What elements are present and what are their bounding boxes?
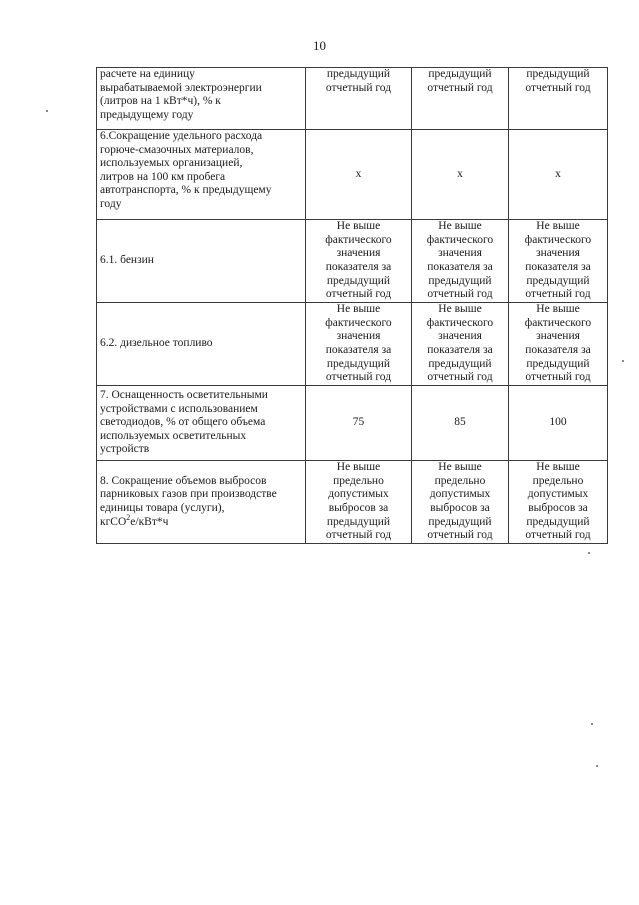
indicator-cell: расчете на единицу вырабатываемой электроэнергии (литров на 1 кВт*ч), % к предыдущему году xyxy=(97,68,306,130)
table-row xyxy=(97,386,608,461)
value-cell: х xyxy=(509,130,608,220)
table-row xyxy=(97,220,608,303)
indicator-cell: 6.Сокращение удельного расхода горюче-смазочных материалов, используемых организацией, литров на 100 км пробега автотранспорта, % к предыдущему году xyxy=(97,130,306,220)
scan-speck xyxy=(46,110,48,112)
value-cell: Не выше предельно допустимых выбросов за предыдущий отчетный год xyxy=(306,461,412,544)
value-cell: Не выше фактического значения показателя за предыдущий отчетный год xyxy=(509,220,608,303)
table-row xyxy=(97,130,608,220)
value-cell: Не выше предельно допустимых выбросов за предыдущий отчетный год xyxy=(509,461,608,544)
value-cell: х xyxy=(306,130,412,220)
value-cell: Не выше фактического значения показателя за предыдущий отчетный год xyxy=(412,303,509,386)
indicator-cell: 6.2. дизельное топливо xyxy=(97,303,306,386)
scan-speck xyxy=(591,723,593,725)
indicator-cell: 6.1. бензин xyxy=(97,220,306,303)
scan-speck xyxy=(596,765,598,767)
page-number: 10 xyxy=(313,38,326,53)
value-cell: Не выше фактического значения показателя за предыдущий отчетный год xyxy=(412,220,509,303)
value-cell: 85 xyxy=(412,386,509,461)
scan-speck xyxy=(588,552,590,554)
value-cell: предыдущий отчетный год xyxy=(306,68,412,130)
value-cell: 100 xyxy=(509,386,608,461)
table-row xyxy=(97,303,608,386)
table-row xyxy=(97,461,608,544)
value-cell: 75 xyxy=(306,386,412,461)
indicator-cell: 8. Сокращение объемов выбросов парниковых газов при производстве единицы товара (услуги), кгСО$^2$е/кВт*ч xyxy=(97,461,306,544)
value-cell: Не выше фактического значения показателя за предыдущий отчетный год xyxy=(306,303,412,386)
value-cell: предыдущий отчетный год xyxy=(412,68,509,130)
indicator-cell: 7. Оснащенность осветительными устройствами с использованием светодиодов, % от общего объема используемых осветительных устройств xyxy=(97,386,306,461)
table-row xyxy=(97,68,608,130)
value-cell: Не выше предельно допустимых выбросов за предыдущий отчетный год xyxy=(412,461,509,544)
scan-speck xyxy=(622,360,624,362)
value-cell: х xyxy=(412,130,509,220)
value-cell: Не выше фактического значения показателя за предыдущий отчетный год xyxy=(306,220,412,303)
targets-table xyxy=(96,67,608,544)
value-cell: предыдущий отчетный год xyxy=(509,68,608,130)
subscript-2: 2 xyxy=(126,512,131,522)
value-cell: Не выше фактического значения показателя за предыдущий отчетный год xyxy=(509,303,608,386)
